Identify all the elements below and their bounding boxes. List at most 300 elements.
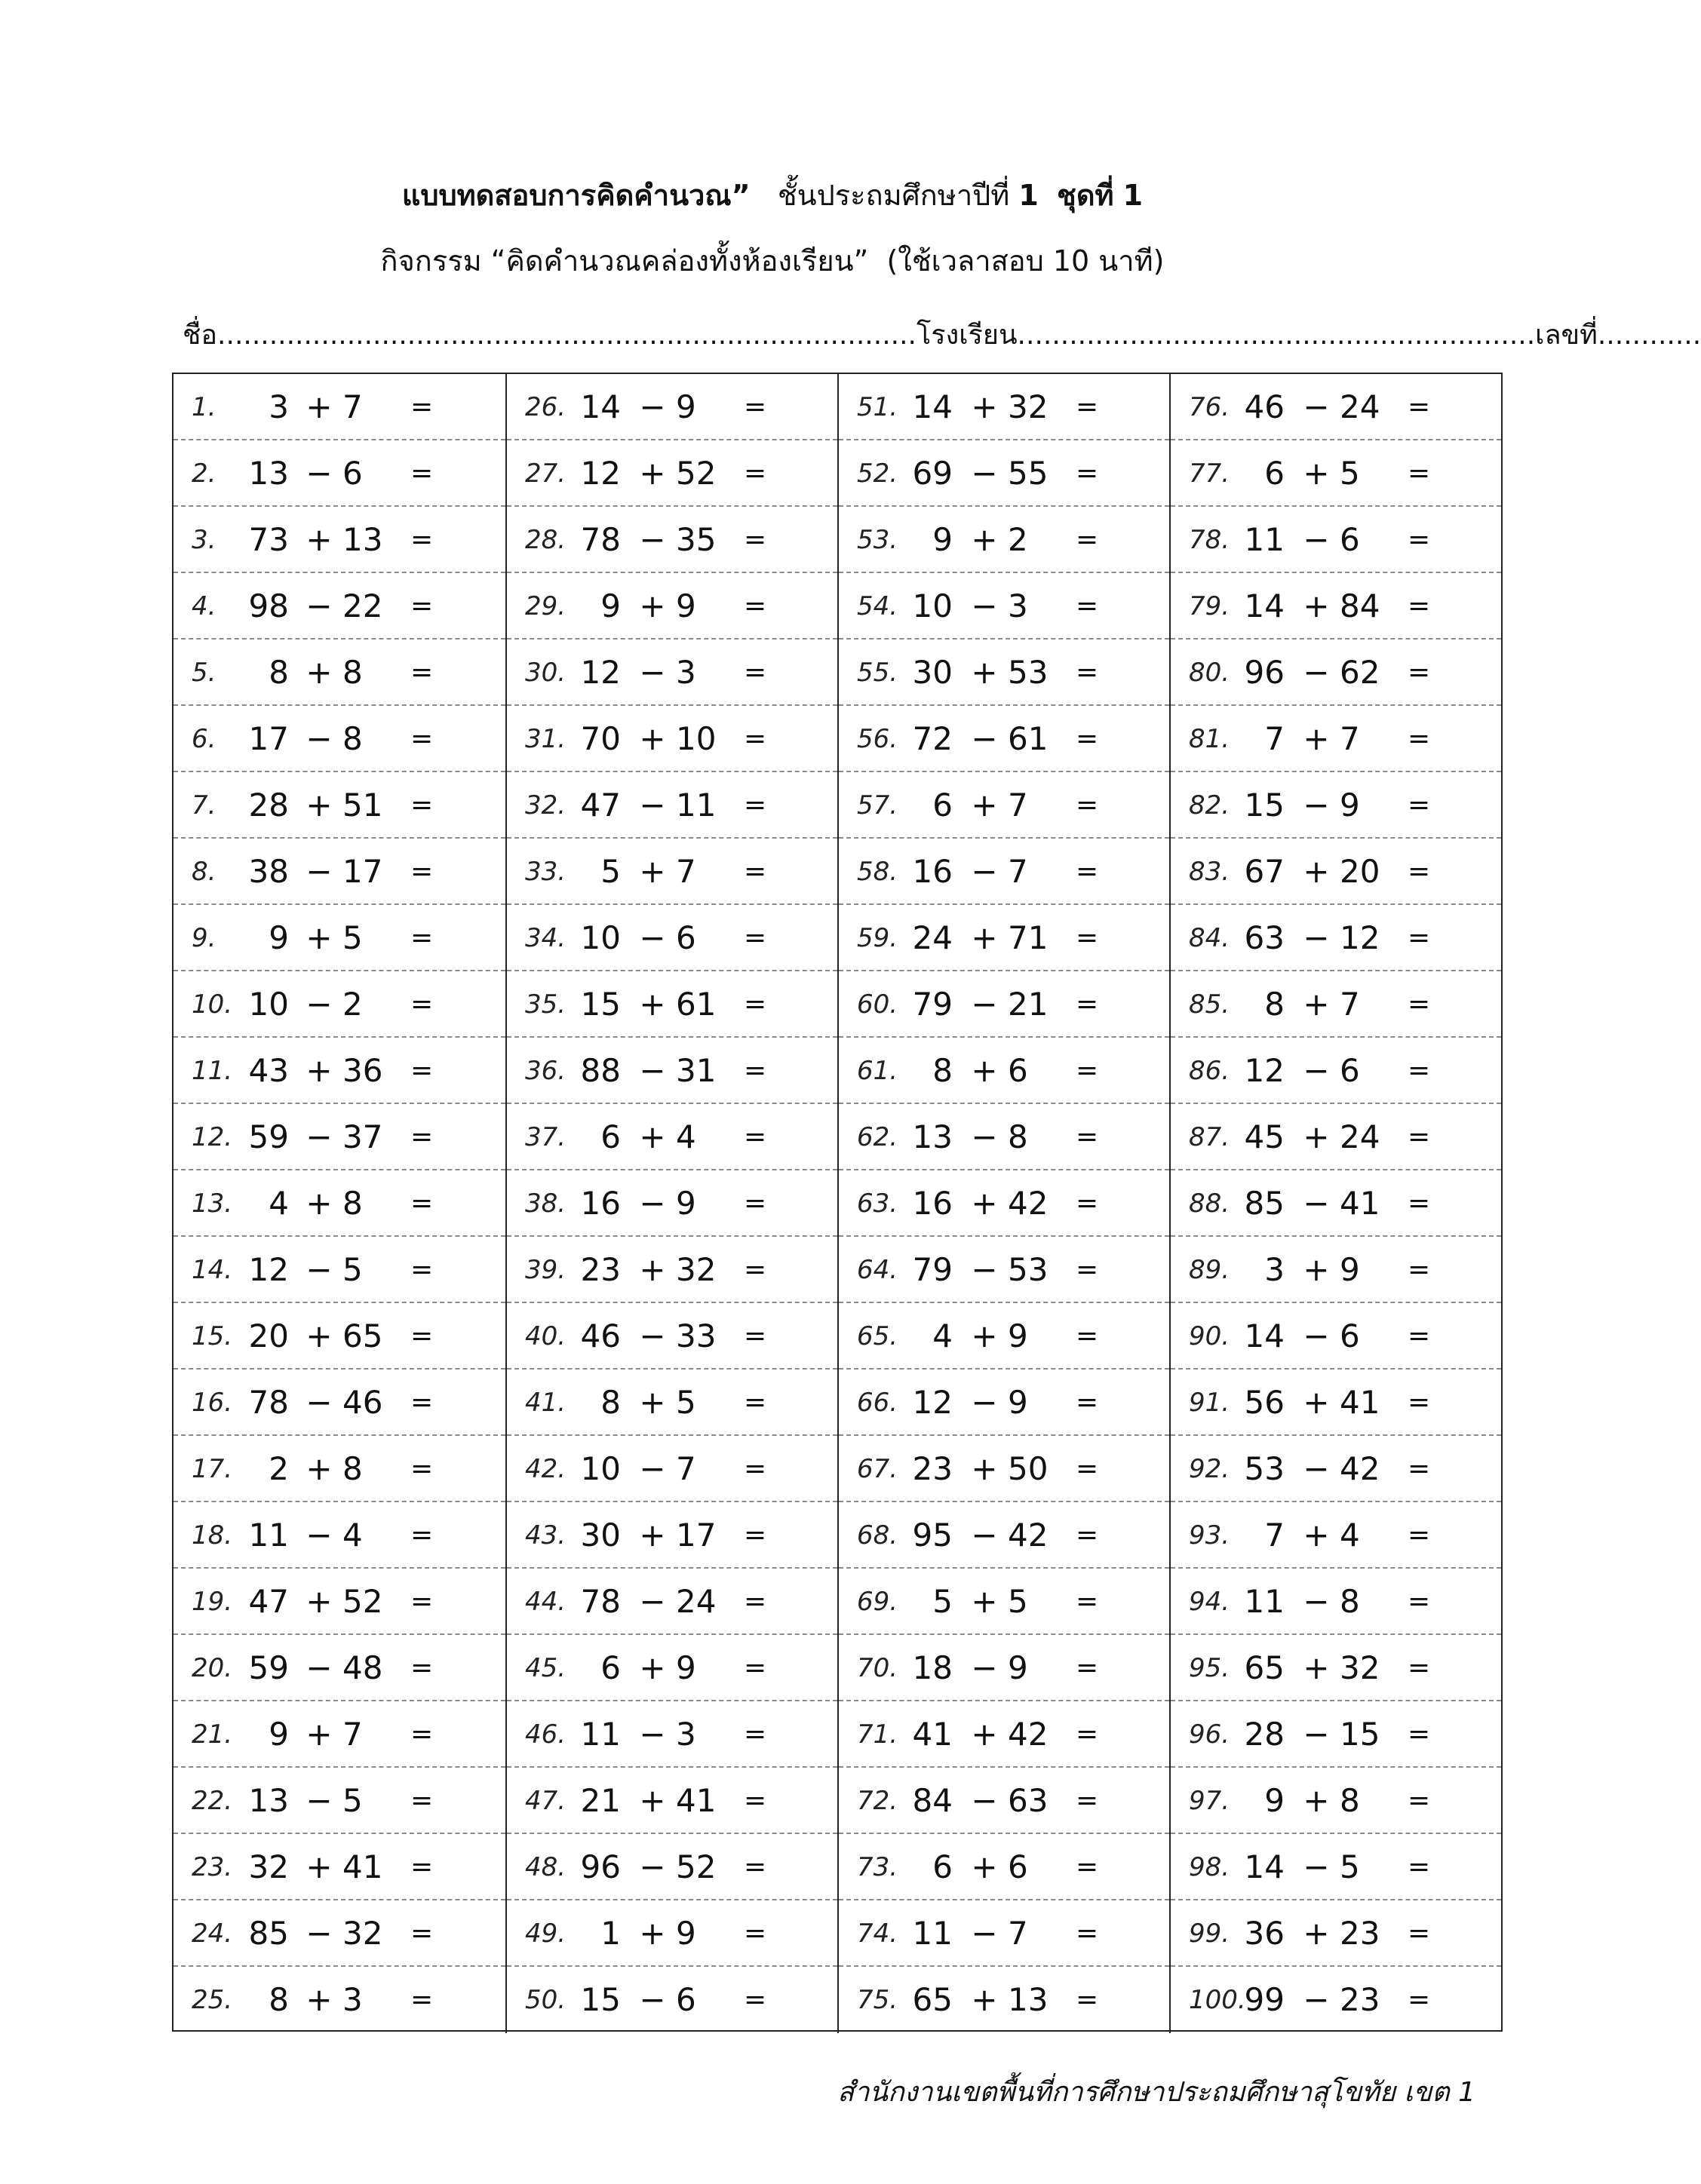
problem-number: 75. <box>857 1985 898 2015</box>
operand-a: 28 <box>1244 1716 1285 1753</box>
title-grade-number: 1 <box>1018 179 1039 212</box>
operator: − <box>639 1716 666 1753</box>
operand-b: 6 <box>676 1981 696 2018</box>
operand-a: 78 <box>248 1384 289 1421</box>
operator: − <box>1303 1716 1330 1753</box>
operand-b: 5 <box>1008 1583 1028 1620</box>
operand-b: 8 <box>342 654 363 691</box>
problem-number: 82. <box>1189 790 1230 821</box>
operand-b: 62 <box>1340 654 1380 691</box>
problem-number: 38. <box>525 1189 566 1219</box>
operand-a: 6 <box>932 1848 953 1885</box>
equals-sign: = <box>744 1586 767 1617</box>
problem-number: 31. <box>525 724 566 754</box>
equals-sign: = <box>1076 922 1099 953</box>
operator: + <box>971 1052 998 1089</box>
operand-a: 24 <box>912 919 953 956</box>
operator: + <box>639 853 666 890</box>
equals-sign: = <box>1076 391 1099 422</box>
problem-row <box>839 1569 1169 1635</box>
operand-a: 14 <box>1244 1848 1285 1885</box>
problem-row <box>173 1768 505 1834</box>
operand-a: 47 <box>580 787 621 824</box>
problem-number: 54. <box>857 591 898 621</box>
problem-row <box>507 1303 837 1370</box>
problem-number: 90. <box>1189 1321 1230 1351</box>
problem-number: 13. <box>192 1189 233 1219</box>
equals-sign: = <box>1408 1785 1431 1816</box>
operator: − <box>639 1317 666 1354</box>
operand-b: 51 <box>342 787 383 824</box>
problem-number: 78. <box>1189 525 1230 555</box>
operand-b: 42 <box>1008 1716 1049 1753</box>
problem-number: 14. <box>192 1255 233 1285</box>
operator: + <box>639 587 666 624</box>
equals-sign: = <box>1408 1851 1431 1882</box>
operand-a: 11 <box>1244 521 1285 558</box>
title-main: แบบทดสอบการคิดคำนวณ” <box>401 179 751 212</box>
problem-number: 72. <box>857 1786 898 1816</box>
operator: − <box>1303 1052 1330 1089</box>
operator: + <box>639 986 666 1023</box>
operand-b: 53 <box>1008 1251 1049 1288</box>
operand-b: 52 <box>342 1583 383 1620</box>
problem-row <box>1171 573 1501 640</box>
operand-a: 12 <box>912 1384 953 1421</box>
operator: − <box>306 1915 333 1952</box>
operand-b: 33 <box>676 1317 717 1354</box>
operand-a: 4 <box>932 1317 953 1354</box>
equals-sign: = <box>744 590 767 621</box>
operator: − <box>1303 654 1330 691</box>
operator: + <box>1303 853 1330 890</box>
operand-b: 9 <box>676 1185 696 1222</box>
problem-row <box>839 905 1169 971</box>
problem-row <box>1171 1967 1501 2033</box>
equals-sign: = <box>744 1453 767 1484</box>
equals-sign: = <box>410 1453 434 1484</box>
time-note: (ใช้เวลาสอบ 10 นาที) <box>886 244 1165 278</box>
operand-a: 16 <box>912 1185 953 1222</box>
operand-a: 70 <box>580 720 621 757</box>
equals-sign: = <box>1408 790 1431 821</box>
problem-row <box>173 1834 505 1900</box>
equals-sign: = <box>744 1254 767 1285</box>
operator: − <box>639 1583 666 1620</box>
problem-row <box>173 839 505 905</box>
operand-b: 17 <box>342 853 383 890</box>
operand-a: 11 <box>248 1517 289 1554</box>
operand-a: 3 <box>269 388 289 425</box>
operand-b: 8 <box>342 720 363 757</box>
equals-sign: = <box>1076 1055 1099 1086</box>
problem-number: 98. <box>1189 1852 1230 1882</box>
problem-row <box>1171 1436 1501 1502</box>
operand-b: 41 <box>1340 1185 1380 1222</box>
problem-number: 91. <box>1189 1388 1230 1418</box>
problem-number: 20. <box>192 1653 233 1683</box>
problem-row <box>507 374 837 440</box>
operand-a: 8 <box>269 654 289 691</box>
problem-row <box>839 1303 1169 1370</box>
problem-row <box>1171 772 1501 839</box>
equals-sign: = <box>1076 989 1099 1020</box>
problem-number: 46. <box>525 1719 566 1750</box>
operand-a: 16 <box>912 853 953 890</box>
equals-sign: = <box>410 1785 434 1816</box>
equals-sign: = <box>410 1520 434 1551</box>
equals-sign: = <box>410 790 434 821</box>
operand-a: 63 <box>1244 919 1285 956</box>
equals-sign: = <box>1076 1188 1099 1219</box>
operand-a: 9 <box>269 919 289 956</box>
equals-sign: = <box>744 1387 767 1418</box>
problem-number: 27. <box>525 459 566 489</box>
operand-a: 56 <box>1244 1384 1285 1421</box>
problem-number: 25. <box>192 1985 233 2015</box>
problem-row <box>1171 971 1501 1038</box>
operand-a: 99 <box>1244 1981 1285 2018</box>
problem-number: 58. <box>857 857 898 887</box>
operand-a: 23 <box>580 1251 621 1288</box>
problem-row <box>173 1170 505 1237</box>
problem-row <box>1171 839 1501 905</box>
problem-number: 57. <box>857 790 898 821</box>
operand-b: 7 <box>1340 986 1360 1023</box>
problem-row <box>173 1370 505 1436</box>
operand-b: 41 <box>342 1848 383 1885</box>
operator: − <box>1303 1583 1330 1620</box>
operand-a: 18 <box>912 1649 953 1686</box>
operand-a: 8 <box>1264 986 1285 1023</box>
problem-number: 62. <box>857 1122 898 1152</box>
operand-b: 4 <box>342 1517 363 1554</box>
equals-sign: = <box>1076 1520 1099 1551</box>
operand-a: 20 <box>248 1317 289 1354</box>
operand-b: 8 <box>1340 1583 1360 1620</box>
operator: − <box>971 1251 998 1288</box>
operand-b: 7 <box>676 1450 696 1487</box>
operand-b: 3 <box>676 654 696 691</box>
problem-row <box>1171 374 1501 440</box>
operand-a: 96 <box>1244 654 1285 691</box>
problem-row <box>839 573 1169 640</box>
problem-number: 50. <box>525 1985 566 2015</box>
problem-number: 1. <box>192 392 216 422</box>
problem-number: 35. <box>525 989 566 1020</box>
operand-a: 13 <box>912 1118 953 1155</box>
operand-a: 6 <box>600 1118 621 1155</box>
problem-row <box>507 640 837 706</box>
title-grade: ชั้นประถมศึกษาปีที่ <box>777 179 1010 212</box>
problem-row <box>839 1900 1169 1967</box>
equals-sign: = <box>1408 657 1431 688</box>
problem-number: 94. <box>1189 1587 1230 1617</box>
operator: − <box>306 455 333 492</box>
problem-number: 60. <box>857 989 898 1020</box>
problem-number: 7. <box>192 790 216 821</box>
operand-b: 15 <box>1340 1716 1380 1753</box>
problem-number: 5. <box>192 658 216 688</box>
problem-row <box>839 440 1169 507</box>
operand-b: 3 <box>1008 587 1028 624</box>
problem-number: 47. <box>525 1786 566 1816</box>
operand-b: 3 <box>342 1981 363 2018</box>
operand-a: 14 <box>1244 1317 1285 1354</box>
operand-b: 21 <box>1008 986 1049 1023</box>
operand-a: 4 <box>269 1185 289 1222</box>
equals-sign: = <box>1408 922 1431 953</box>
operand-b: 9 <box>676 1915 696 1952</box>
operator: + <box>639 1782 666 1819</box>
problem-number: 16. <box>192 1388 233 1418</box>
problem-number: 67. <box>857 1454 898 1484</box>
equals-sign: = <box>744 1188 767 1219</box>
problem-row <box>507 772 837 839</box>
problem-row <box>839 1701 1169 1768</box>
equals-sign: = <box>1076 1785 1099 1816</box>
operator: + <box>1303 720 1330 757</box>
equals-sign: = <box>1076 1586 1099 1617</box>
equals-sign: = <box>1408 1055 1431 1086</box>
problem-row <box>507 1038 837 1104</box>
equals-sign: = <box>1076 1851 1099 1882</box>
equals-sign: = <box>410 657 434 688</box>
operand-a: 10 <box>580 1450 621 1487</box>
problem-row <box>839 640 1169 706</box>
problem-number: 19. <box>192 1587 233 1617</box>
equals-sign: = <box>1076 1453 1099 1484</box>
equals-sign: = <box>410 1188 434 1219</box>
operator: + <box>971 521 998 558</box>
operator: + <box>971 1450 998 1487</box>
problem-number: 96. <box>1189 1719 1230 1750</box>
problem-number: 68. <box>857 1520 898 1551</box>
equals-sign: = <box>1076 1719 1099 1750</box>
operator: + <box>306 1981 333 2018</box>
operand-a: 5 <box>932 1583 953 1620</box>
problem-number: 49. <box>525 1919 566 1949</box>
operator: − <box>639 1052 666 1089</box>
problem-row <box>1171 1170 1501 1237</box>
operand-b: 63 <box>1008 1782 1049 1819</box>
operand-a: 12 <box>580 654 621 691</box>
operand-a: 10 <box>912 587 953 624</box>
operand-a: 2 <box>269 1450 289 1487</box>
equals-sign: = <box>410 458 434 489</box>
problem-row <box>1171 440 1501 507</box>
operator: − <box>639 388 666 425</box>
equals-sign: = <box>1408 590 1431 621</box>
operand-b: 6 <box>1340 1052 1360 1089</box>
problem-row <box>1171 1104 1501 1170</box>
equals-sign: = <box>744 790 767 821</box>
operator: − <box>971 853 998 890</box>
problem-row <box>173 374 505 440</box>
operand-b: 2 <box>342 986 363 1023</box>
equals-sign: = <box>744 989 767 1020</box>
operand-b: 9 <box>1008 1649 1028 1686</box>
operand-b: 7 <box>342 1716 363 1753</box>
operand-a: 78 <box>580 521 621 558</box>
operand-a: 15 <box>580 1981 621 2018</box>
equals-sign: = <box>744 1321 767 1351</box>
operand-b: 7 <box>1008 1915 1028 1952</box>
activity-name: กิจกรรม “คิดคำนวณคล่องทั้งห้องเรียน” <box>380 244 869 278</box>
equals-sign: = <box>1408 1652 1431 1683</box>
equals-sign: = <box>744 657 767 688</box>
problem-number: 95. <box>1189 1653 1230 1683</box>
problem-column <box>505 374 837 2033</box>
equals-sign: = <box>1076 856 1099 887</box>
problem-row <box>507 1370 837 1436</box>
problem-row <box>507 1967 837 2033</box>
problem-number: 21. <box>192 1719 233 1750</box>
problem-number: 29. <box>525 591 566 621</box>
problem-number: 88. <box>1189 1189 1230 1219</box>
problem-row <box>1171 1768 1501 1834</box>
problem-number: 93. <box>1189 1520 1230 1551</box>
problem-row <box>1171 1038 1501 1104</box>
operator: − <box>639 787 666 824</box>
problem-number: 86. <box>1189 1056 1230 1086</box>
operator: − <box>1303 787 1330 824</box>
operator: + <box>639 1384 666 1421</box>
problem-number: 23. <box>192 1852 233 1882</box>
operator: − <box>306 853 333 890</box>
operand-a: 9 <box>1264 1782 1285 1819</box>
operator: + <box>1303 1782 1330 1819</box>
problem-number: 2. <box>192 459 216 489</box>
problem-number: 69. <box>857 1587 898 1617</box>
problem-row <box>1171 1569 1501 1635</box>
problem-row <box>173 1569 505 1635</box>
operand-b: 17 <box>676 1517 717 1554</box>
operator: − <box>971 986 998 1023</box>
operator: + <box>306 787 333 824</box>
problem-row <box>839 839 1169 905</box>
equals-sign: = <box>1408 1121 1431 1152</box>
problem-column <box>173 374 505 2033</box>
operator: + <box>306 1848 333 1885</box>
problem-row <box>1171 1900 1501 1967</box>
operand-a: 84 <box>912 1782 953 1819</box>
problem-row <box>173 1502 505 1569</box>
operator: − <box>971 587 998 624</box>
operand-b: 8 <box>342 1185 363 1222</box>
problem-number: 61. <box>857 1056 898 1086</box>
problem-row <box>507 1436 837 1502</box>
equals-sign: = <box>1076 1984 1099 2015</box>
problem-row <box>839 1834 1169 1900</box>
operand-a: 14 <box>912 388 953 425</box>
operator: + <box>306 1052 333 1089</box>
operand-a: 79 <box>912 1251 953 1288</box>
problem-row <box>507 839 837 905</box>
operand-b: 4 <box>676 1118 696 1155</box>
equals-sign: = <box>1076 590 1099 621</box>
problem-row <box>1171 1237 1501 1303</box>
equals-sign: = <box>1408 1254 1431 1285</box>
operand-a: 65 <box>912 1981 953 2018</box>
problem-row <box>1171 1370 1501 1436</box>
equals-sign: = <box>744 922 767 953</box>
operand-a: 9 <box>269 1716 289 1753</box>
operator: + <box>971 1716 998 1753</box>
operator: − <box>971 1782 998 1819</box>
operator: + <box>306 1450 333 1487</box>
operator: − <box>1303 919 1330 956</box>
equals-sign: = <box>1408 391 1431 422</box>
operator: − <box>1303 1848 1330 1885</box>
operand-b: 37 <box>342 1118 383 1155</box>
operand-b: 9 <box>1340 787 1360 824</box>
problem-number: 30. <box>525 658 566 688</box>
problem-row <box>1171 1635 1501 1701</box>
equals-sign: = <box>1408 1453 1431 1484</box>
problem-row <box>507 1237 837 1303</box>
equals-sign: = <box>1408 1387 1431 1418</box>
operand-a: 8 <box>600 1384 621 1421</box>
problem-row <box>173 440 505 507</box>
problem-row <box>839 1104 1169 1170</box>
operator: − <box>306 587 333 624</box>
problem-number: 9. <box>192 923 216 953</box>
operand-a: 47 <box>248 1583 289 1620</box>
problem-column <box>1169 374 1501 2033</box>
operator: + <box>1303 1384 1330 1421</box>
problem-number: 24. <box>192 1919 233 1949</box>
operator: + <box>1303 1915 1330 1952</box>
equals-sign: = <box>1076 524 1099 555</box>
problem-number: 100. <box>1189 1985 1246 2015</box>
problem-number: 99. <box>1189 1919 1230 1949</box>
equals-sign: = <box>410 1121 434 1152</box>
operator: + <box>639 455 666 492</box>
operand-b: 24 <box>1340 1118 1380 1155</box>
operator: − <box>306 1649 333 1686</box>
problem-row <box>839 1635 1169 1701</box>
problem-number: 45. <box>525 1653 566 1683</box>
problem-number: 92. <box>1189 1454 1230 1484</box>
problem-row <box>173 1104 505 1170</box>
problem-row <box>1171 1834 1501 1900</box>
problem-number: 34. <box>525 923 566 953</box>
operand-b: 50 <box>1008 1450 1049 1487</box>
problem-number: 80. <box>1189 658 1230 688</box>
problem-number: 87. <box>1189 1122 1230 1152</box>
problem-row <box>839 374 1169 440</box>
operand-a: 69 <box>912 455 953 492</box>
operand-b: 31 <box>676 1052 717 1089</box>
operand-b: 8 <box>1340 1782 1360 1819</box>
operand-b: 6 <box>1340 1317 1360 1354</box>
operand-b: 4 <box>1340 1517 1360 1554</box>
problem-row <box>1171 507 1501 573</box>
operand-b: 9 <box>1008 1384 1028 1421</box>
operand-b: 53 <box>1008 654 1049 691</box>
operator: + <box>971 787 998 824</box>
operand-b: 9 <box>1340 1251 1360 1288</box>
operand-a: 14 <box>580 388 621 425</box>
operator: − <box>639 521 666 558</box>
problem-row <box>839 507 1169 573</box>
problem-row <box>839 706 1169 772</box>
equals-sign: = <box>1408 524 1431 555</box>
equals-sign: = <box>744 1055 767 1086</box>
operator: − <box>971 1915 998 1952</box>
operand-b: 9 <box>676 388 696 425</box>
